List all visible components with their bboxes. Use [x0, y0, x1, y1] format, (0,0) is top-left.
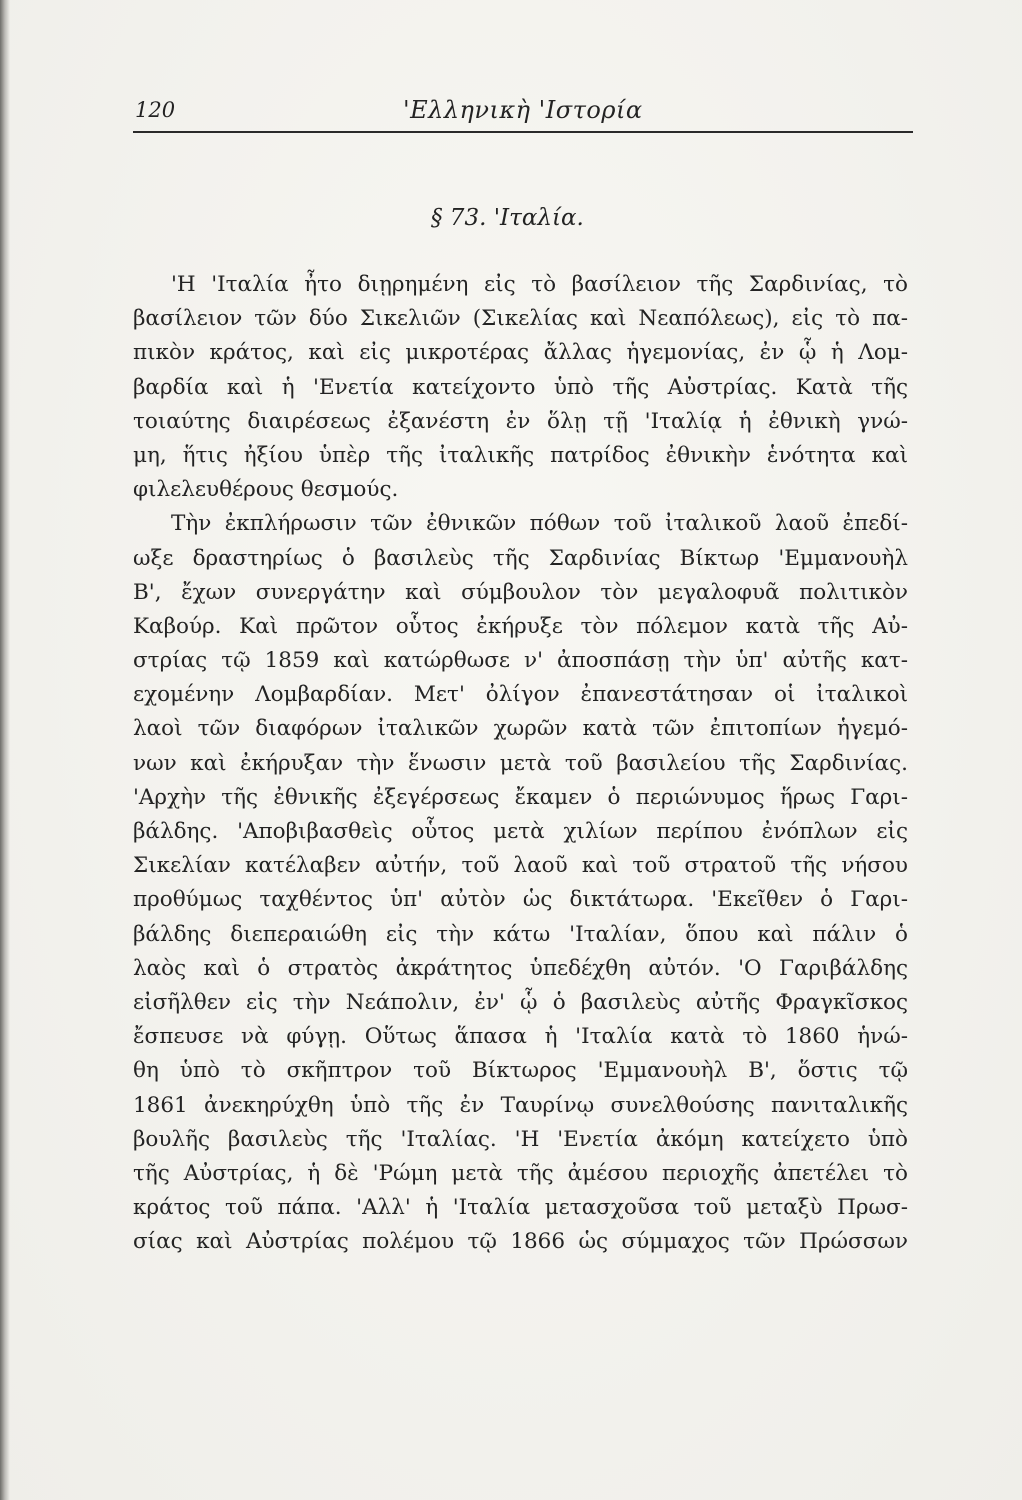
book-page	[133, 90, 913, 1255]
text-line: Καβούρ. Καὶ πρῶτον οὗτος ἐκήρυξε τὸν πόλεμον κατὰ τῆς Αὐ-	[133, 613, 908, 639]
running-header	[133, 90, 913, 130]
text-line: κράτος τοῦ πάπα. 'Αλλ' ἡ 'Ιταλία μετασχοῦσα τοῦ μεταξὺ Πρωσ-	[133, 1195, 908, 1221]
text-line: νων καὶ ἐκήρυξαν τὴν ἕνωσιν μετὰ τοῦ βασιλείου τῆς Σαρδινίας.	[133, 750, 908, 776]
paragraph-2	[133, 507, 908, 1259]
section-heading: § 73. 'Ιταλία.	[431, 205, 584, 231]
text-line: τῆς Αὐστρίας, ἡ δὲ 'Ρώμη μετὰ τῆς ἀμέσου περιοχῆς ἀπετέλει τὸ	[133, 1160, 908, 1186]
text-line: 'Η 'Ιταλία ἦτο διῃρημένη εἰς τὸ βασίλειον τῆς Σαρδινίας, τὸ	[171, 272, 908, 297]
text-line: πικὸν κράτος, καὶ εἰς μικροτέρας ἄλλας ἡγεμονίας, ἐν ᾧ ἡ Λομ-	[133, 340, 908, 366]
text-line: λαὸς καὶ ὁ στρατὸς ἀκράτητος ὑπεδέχθη αὐτόν. 'Ο Γαριβάλδης	[133, 955, 908, 981]
text-line: μη, ἥτις ἠξίου ὑπὲρ τῆς ἰταλικῆς πατρίδος ἐθνικὴν ἑνότητα καὶ	[133, 442, 908, 468]
running-title: 'Ελληνικὴ 'Ιστορία	[403, 96, 643, 124]
text-line: ωξε δραστηρίως ὁ βασιλεὺς τῆς Σαρδινίας Βίκτωρ 'Εμμανουὴλ	[133, 545, 908, 571]
text-line: βασίλειον τῶν δύο Σικελιῶν (Σικελίας καὶ Νεαπόλεως), εἰς τὸ πα-	[133, 306, 908, 332]
text-line: 'Αρχὴν τῆς ἐθνικῆς ἐξεγέρσεως ἔκαμεν ὁ περιώνυμος ἥρως Γαρι-	[133, 784, 908, 810]
text-line: εἰσῆλθεν εἰς τὴν Νεάπολιν, ἐν' ᾧ ὁ βασιλεὺς αὐτῆς Φραγκῖσκος	[133, 989, 908, 1015]
text-line: 1861 ἀνεκηρύχθη ὑπὸ τῆς ἐν Ταυρίνῳ συνελθούσης πανιταλικῆς	[133, 1092, 908, 1118]
text-line: βαρδία καὶ ἡ 'Ενετία κατείχοντο ὑπὸ τῆς Αὐστρίας. Κατὰ τῆς	[133, 374, 908, 400]
text-line: βάλδης. 'Αποβιβασθεὶς οὗτος μετὰ χιλίων περίπου ἐνόπλων εἰς	[133, 819, 908, 844]
body-text	[133, 268, 908, 1259]
scan-left-edge	[0, 0, 10, 1500]
text-line: στρίας τῷ 1859 καὶ κατώρθωσε ν' ἀποσπάσῃ τὴν ὑπ' αὐτῆς κατ-	[133, 648, 908, 674]
text-line: βουλῆς βασιλεὺς τῆς 'Ιταλίας. 'Η 'Ενετία ἀκόμη κατείχετο ὑπὸ	[133, 1126, 908, 1152]
text-line: ἔσπευσε νὰ φύγῃ. Οὕτως ἅπασα ἡ 'Ιταλία κατὰ τὸ 1860 ἡνώ-	[133, 1024, 908, 1050]
header-rule	[133, 131, 913, 133]
paragraph-1	[133, 268, 908, 507]
text-line: Σικελίαν κατέλαβεν αὐτήν, τοῦ λαοῦ καὶ τοῦ στρατοῦ τῆς νήσου	[133, 853, 908, 879]
page-number: 120	[135, 98, 176, 122]
text-line: Β', ἔχων συνεργάτην καὶ σύμβουλον τὸν μεγαλοφυᾶ πολιτικὸν	[133, 579, 908, 605]
text-line: Τὴν ἐκπλήρωσιν τῶν ἐθνικῶν πόθων τοῦ ἰταλικοῦ λαοῦ ἐπεδί-	[171, 511, 908, 537]
text-line: προθύμως ταχθέντος ὑπ' αὐτὸν ὡς δικτάτωρα. 'Εκεῖθεν ὁ Γαρι-	[133, 887, 908, 913]
text-line: θη ὑπὸ τὸ σκῆπτρον τοῦ Βίκτωρος 'Εμμανουὴλ Β', ὅστις τῷ	[133, 1058, 908, 1084]
text-line: σίας καὶ Αὐστρίας πολέμου τῷ 1866 ὡς σύμμαχος τῶν Πρώσσων	[133, 1229, 908, 1255]
text-line: εχομένην Λομβαρδίαν. Μετ' ὀλίγον ἐπανεστάτησαν οἱ ἰταλικοὶ	[133, 682, 908, 708]
text-line: βάλδης διεπεραιώθη εἰς τὴν κάτω 'Ιταλίαν, ὅπου καὶ πάλιν ὁ	[133, 921, 908, 947]
text-line: τοιαύτης διαιρέσεως ἐξανέστη ἐν ὅλῃ τῇ 'Ιταλίᾳ ἡ ἐθνικὴ γνώ-	[133, 408, 908, 434]
text-line: λαοὶ τῶν διαφόρων ἰταλικῶν χωρῶν κατὰ τῶν ἐπιτοπίων ἡγεμό-	[133, 716, 908, 742]
text-line: φιλελευθέρους θεσμούς.	[133, 477, 399, 503]
